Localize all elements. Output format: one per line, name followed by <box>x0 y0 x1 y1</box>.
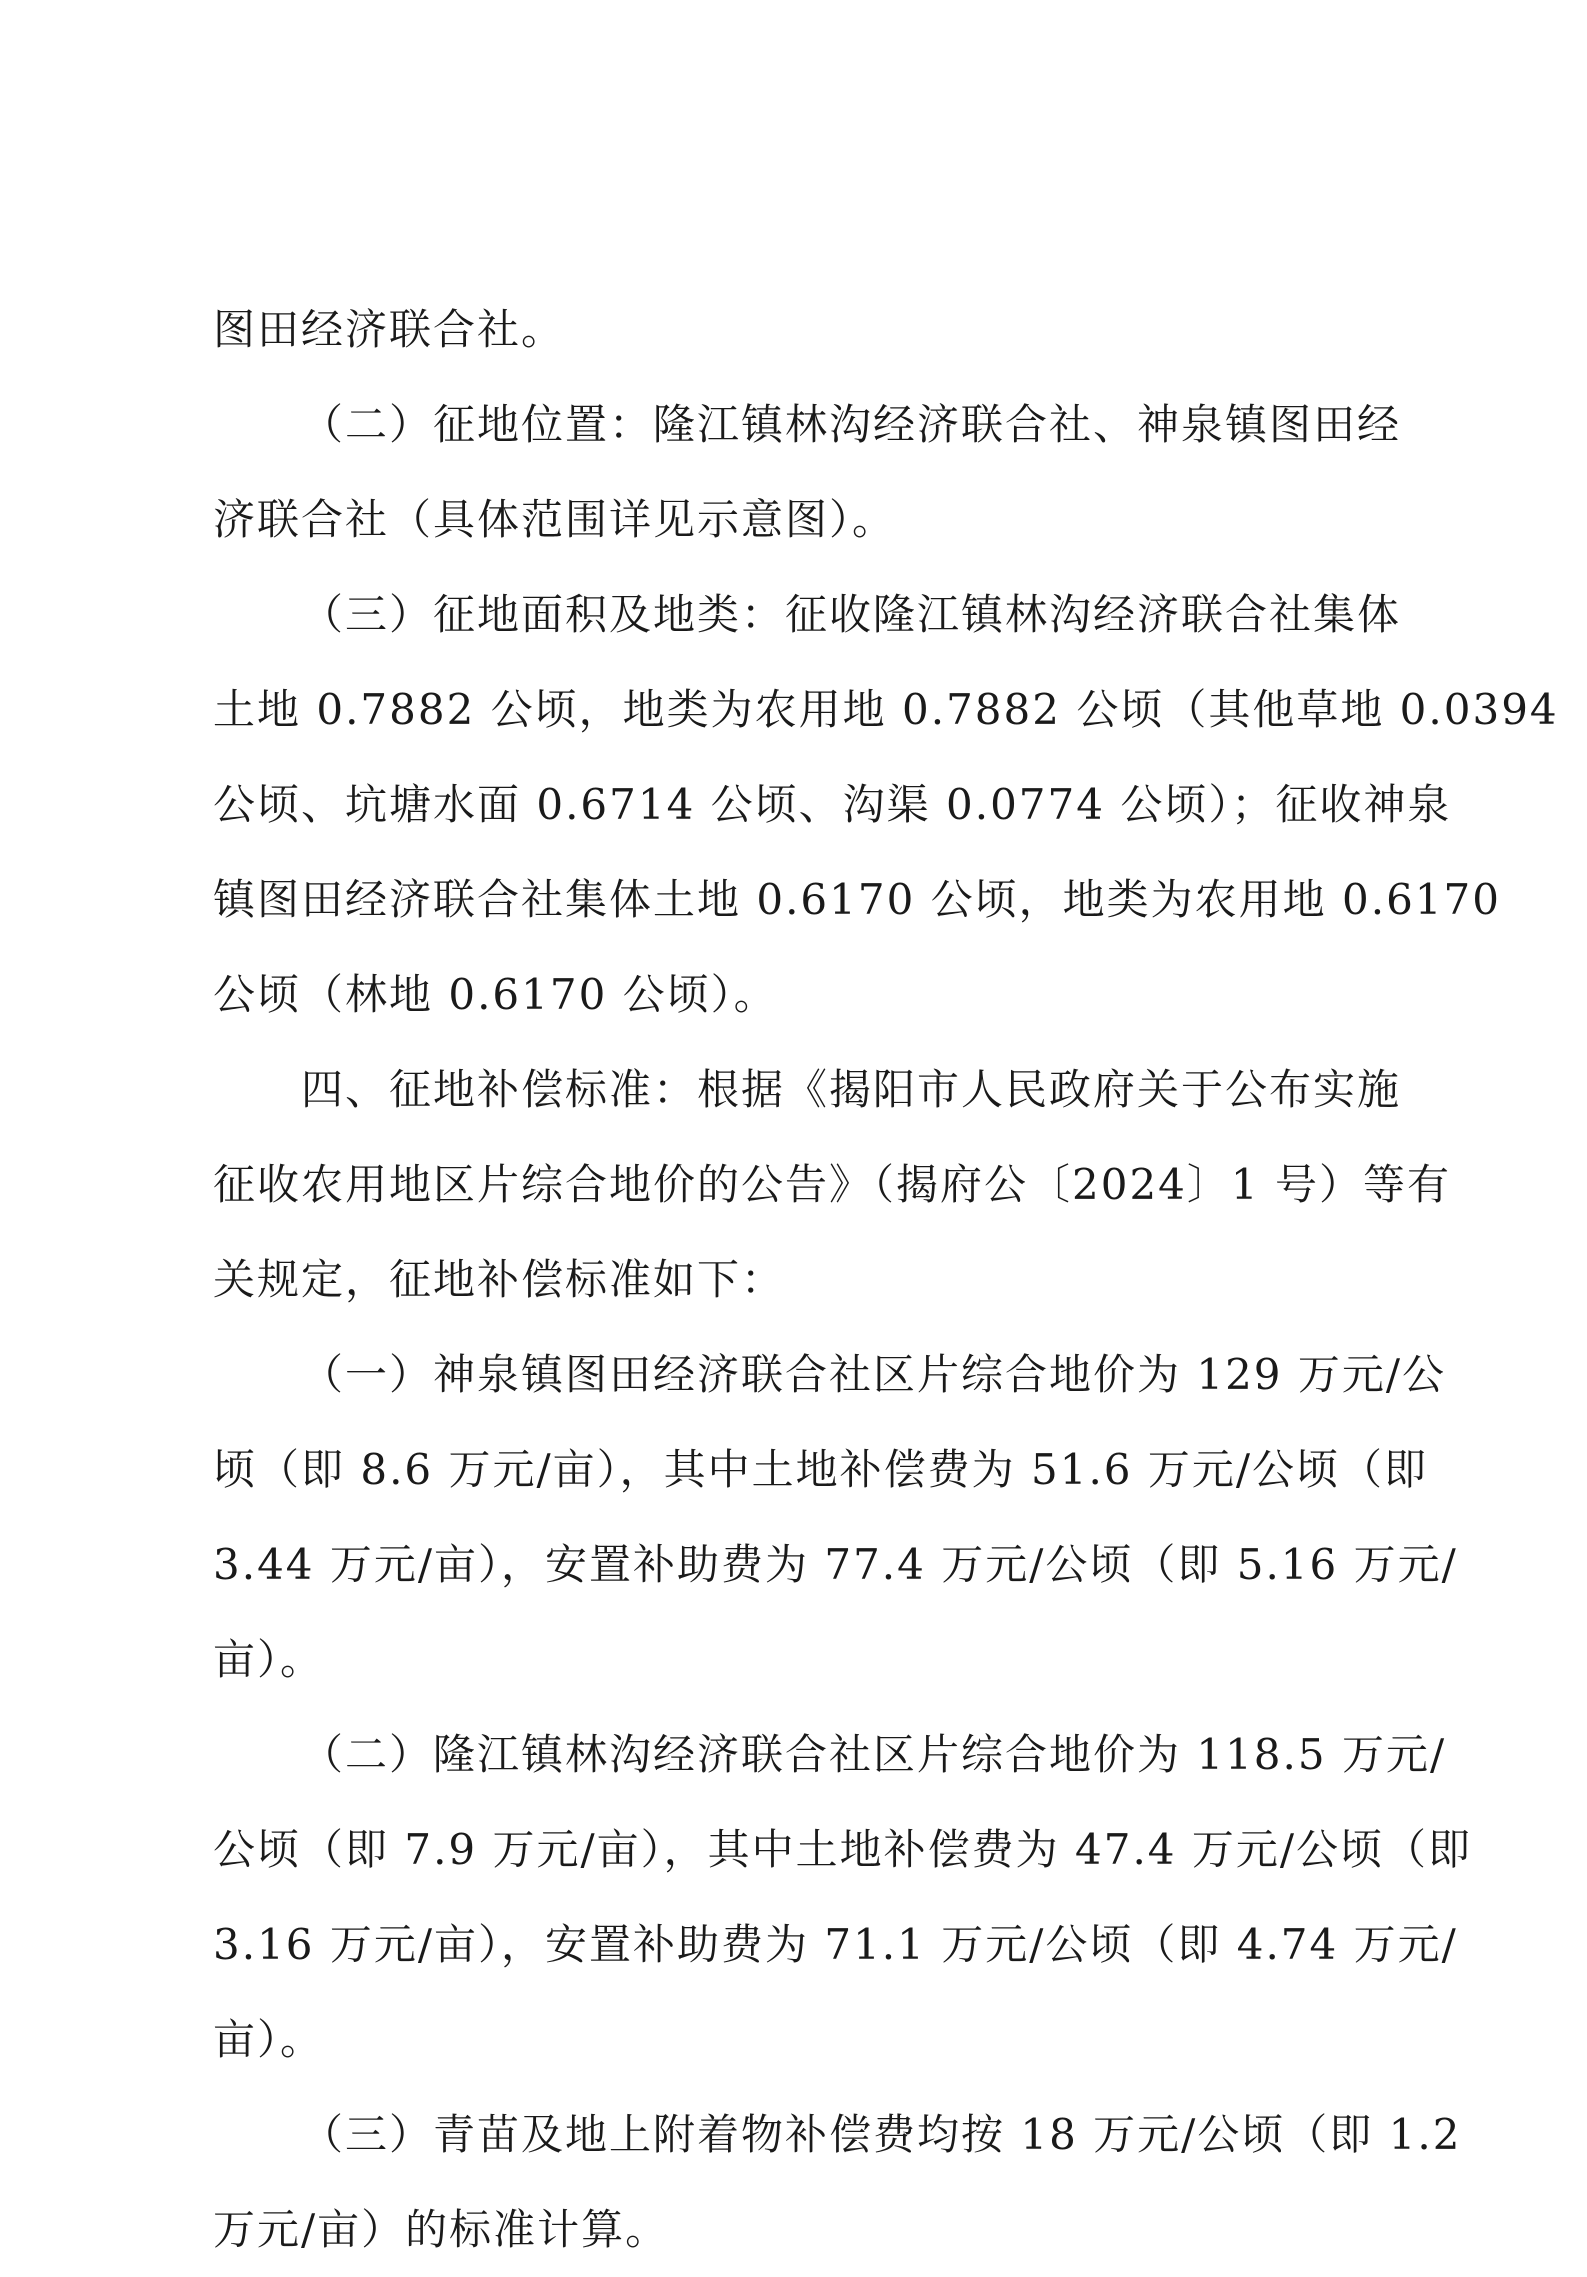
text-line: （二）征地位置：隆江镇林沟经济联合社、神泉镇图田经 <box>301 400 1402 449</box>
text-line: （三）青苗及地上附着物补偿费均按 18 万元/公顷（即 1.2 <box>301 2110 1462 2159</box>
text-line: 亩）。 <box>213 2015 325 2064</box>
text-line: （三）征地面积及地类：征收隆江镇林沟经济联合社集体 <box>301 590 1402 639</box>
text-line: （二）隆江镇林沟经济联合社区片综合地价为 118.5 万元/ <box>301 1730 1447 1779</box>
text-line: 万元/亩）的标准计算。 <box>213 2205 670 2254</box>
text-line: 公顷（即 7.9 万元/亩），其中土地补偿费为 47.4 万元/公顷（即 <box>213 1825 1473 1874</box>
text-line: （一）神泉镇图田经济联合社区片综合地价为 129 万元/公 <box>301 1350 1447 1399</box>
text-line: 济联合社（具体范围详见示意图）。 <box>213 495 897 544</box>
text-line: 公顷、坑塘水面 0.6714 公顷、沟渠 0.0774 公顷）；征收神泉 <box>213 780 1452 829</box>
text-line: 3.16 万元/亩），安置补助费为 71.1 万元/公顷（即 4.74 万元/ <box>213 1920 1458 1969</box>
text-line: 图田经济联合社。 <box>213 305 566 354</box>
text-line: 亩）。 <box>213 1635 325 1684</box>
document-body <box>213 282 1559 2277</box>
text-line: 公顷（林地 0.6170 公顷）。 <box>213 970 778 1019</box>
text-line: 关规定，征地补偿标准如下： <box>213 1255 786 1304</box>
text-line: 征收农用地区片综合地价的公告》（揭府公〔2024〕1 号）等有 <box>213 1160 1451 1209</box>
text-line: 3.44 万元/亩），安置补助费为 77.4 万元/公顷（即 5.16 万元/ <box>213 1540 1458 1589</box>
text-line: 镇图田经济联合社集体土地 0.6170 公顷，地类为农用地 0.6170 <box>213 875 1501 924</box>
text-line: 顷（即 8.6 万元/亩），其中土地补偿费为 51.6 万元/公顷（即 <box>213 1445 1429 1494</box>
text-line: 土地 0.7882 公顷，地类为农用地 0.7882 公顷（其他草地 0.0394 <box>213 685 1559 734</box>
text-line: 四、征地补偿标准：根据《揭阳市人民政府关于公布实施 <box>301 1065 1402 1114</box>
